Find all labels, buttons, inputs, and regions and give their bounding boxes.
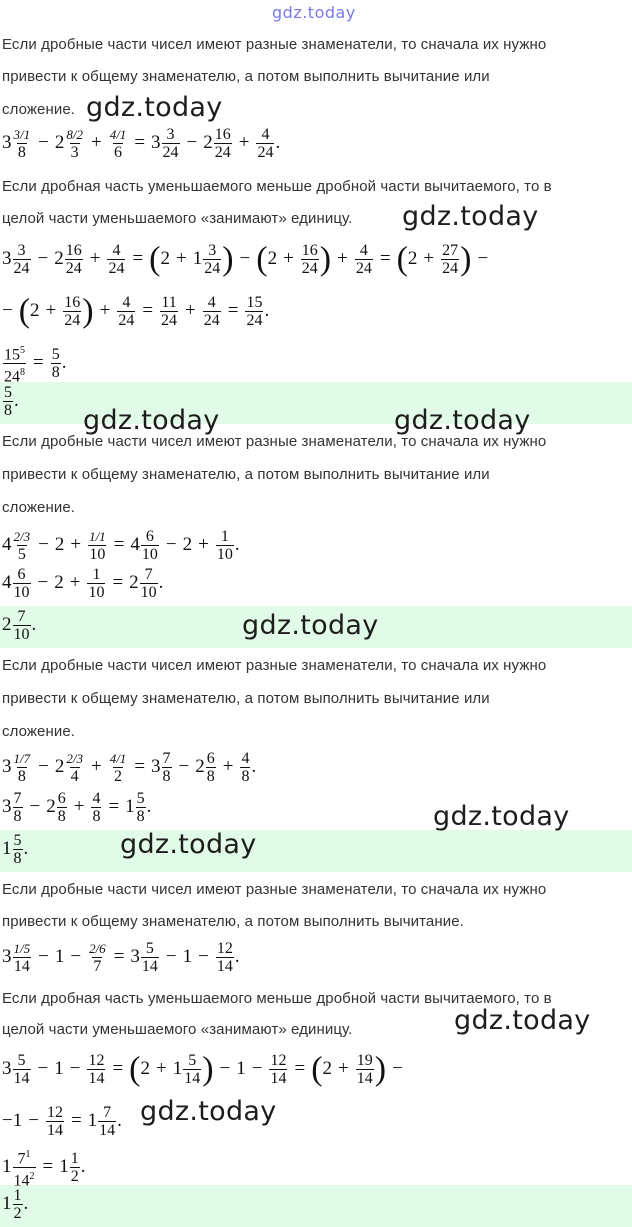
text-line: Если дробные части чисел имеют разные знаменатели, то сначала их нужно: [2, 881, 547, 898]
text-line: сложение.: [2, 101, 76, 118]
watermark: gdz.today: [394, 405, 531, 436]
text-line: привести к общему знаменателю, а потом выполнить вычитание или: [2, 466, 490, 483]
text-line: целой части уменьшаемого «занимают» единицу.: [2, 1021, 353, 1038]
text-line: Если дробная часть уменьшаемого меньше дробной части вычитаемого, то в: [2, 178, 552, 195]
math-line: −1 − $\frac{12}{14}$ = 1 $\frac{7}{14}$ .: [2, 1104, 122, 1139]
math-line: 3 $\frac{1/7}{8}$ − 2 $\frac{2/3}{4}$ + $\frac{4/1}{2}$ = 3 $\frac{7}{8}$ − 2 $\frac{6}{8}$ + $\frac{4}{8}$ .: [2, 750, 257, 785]
watermark: gdz.today: [86, 92, 223, 123]
answer-2: 2 $\frac{7}{10}$ .: [2, 608, 37, 643]
math-line: 3 $\frac{3}{24}$ − 2 $\frac{16}{24}$ + $\frac{4}{24}$ = (2 + 1 $\frac{3}{24}$ ) − (2 + $\frac{16}{24}$ ) + $\frac{4}{24}$ = (2 + $\frac{27}{24}$ ) −: [2, 240, 489, 278]
text-line: сложение.: [2, 723, 76, 740]
watermark: gdz.today: [120, 829, 257, 860]
math-line: 1 $\frac{7^1}{14^2}$ = 1 $\frac{1}{2}$ .: [2, 1149, 86, 1190]
text-line: Если дробные части чисел имеют разные знаменатели, то сначала их нужно: [2, 433, 547, 450]
text-line: сложение.: [2, 499, 76, 516]
watermark: gdz.today: [433, 801, 570, 832]
answer-3: 1 $\frac{5}{8}$ .: [2, 832, 29, 867]
text-line: привести к общему знаменателю, а потом выполнить вычитание или: [2, 690, 490, 707]
math-line: − (2 + $\frac{16}{24}$ ) + $\frac{4}{24}$ = $\frac{11}{24}$ + $\frac{4}{24}$ = $\frac{15}{24}$ .: [2, 292, 270, 330]
text-line: привести к общему знаменателю, а потом выполнить вычитание.: [2, 913, 464, 930]
text-line: привести к общему знаменателю, а потом выполнить вычитание или: [2, 68, 490, 85]
math-line: 3 $\frac{1/5}{14}$ − 1 − $\frac{2/6}{7}$ = 3 $\frac{5}{14}$ − 1 − $\frac{12}{14}$ .: [2, 940, 240, 975]
math-line: 3 $\frac{3/1}{8}$ − 2 $\frac{8/2}{3}$ + $\frac{4/1}{6}$ = 3 $\frac{3}{24}$ − 2 $\frac{16}{24}$ + $\frac{4}{24}$ .: [2, 126, 281, 161]
math-line: 3 $\frac{5}{14}$ − 1 − $\frac{12}{14}$ = (2 + 1 $\frac{5}{14}$ ) − 1 − $\frac{12}{14}$ = (2 + $\frac{19}{14}$ ) −: [2, 1050, 403, 1088]
watermark: gdz.today: [83, 405, 220, 436]
text-line: целой части уменьшаемого «занимают» единицу.: [2, 210, 353, 227]
math-line: $\frac{15^5}{24^8}$ = $\frac{5}{8}$ .: [4, 345, 67, 386]
watermark-top: gdz.today: [272, 3, 356, 22]
watermark: gdz.today: [140, 1096, 277, 1127]
watermark: gdz.today: [402, 201, 539, 232]
math-line: 3 $\frac{7}{8}$ − 2 $\frac{6}{8}$ + $\frac{4}{8}$ = 1 $\frac{5}{8}$ .: [2, 790, 152, 825]
answer-1: $\frac{5}{8}$ .: [4, 384, 19, 419]
watermark: gdz.today: [242, 610, 379, 641]
watermark: gdz.today: [454, 1005, 591, 1036]
math-line: 4 $\frac{2/3}{5}$ − 2 + $\frac{1/1}{10}$ = 4 $\frac{6}{10}$ − 2 + $\frac{1}{10}$ .: [2, 528, 240, 563]
text-line: Если дробные части чисел имеют разные знаменатели, то сначала их нужно: [2, 657, 547, 674]
answer-band-3: [0, 830, 632, 872]
text-line: Если дробные части чисел имеют разные знаменатели, то сначала их нужно: [2, 36, 547, 53]
answer-band-4: [0, 1185, 632, 1227]
math-line: 4 $\frac{6}{10}$ − 2 + $\frac{1}{10}$ = 2 $\frac{7}{10}$ .: [2, 566, 164, 601]
text-line: Если дробная часть уменьшаемого меньше дробной части вычитаемого, то в: [2, 990, 552, 1007]
answer-4: 1 $\frac{1}{2}$ .: [2, 1187, 29, 1222]
